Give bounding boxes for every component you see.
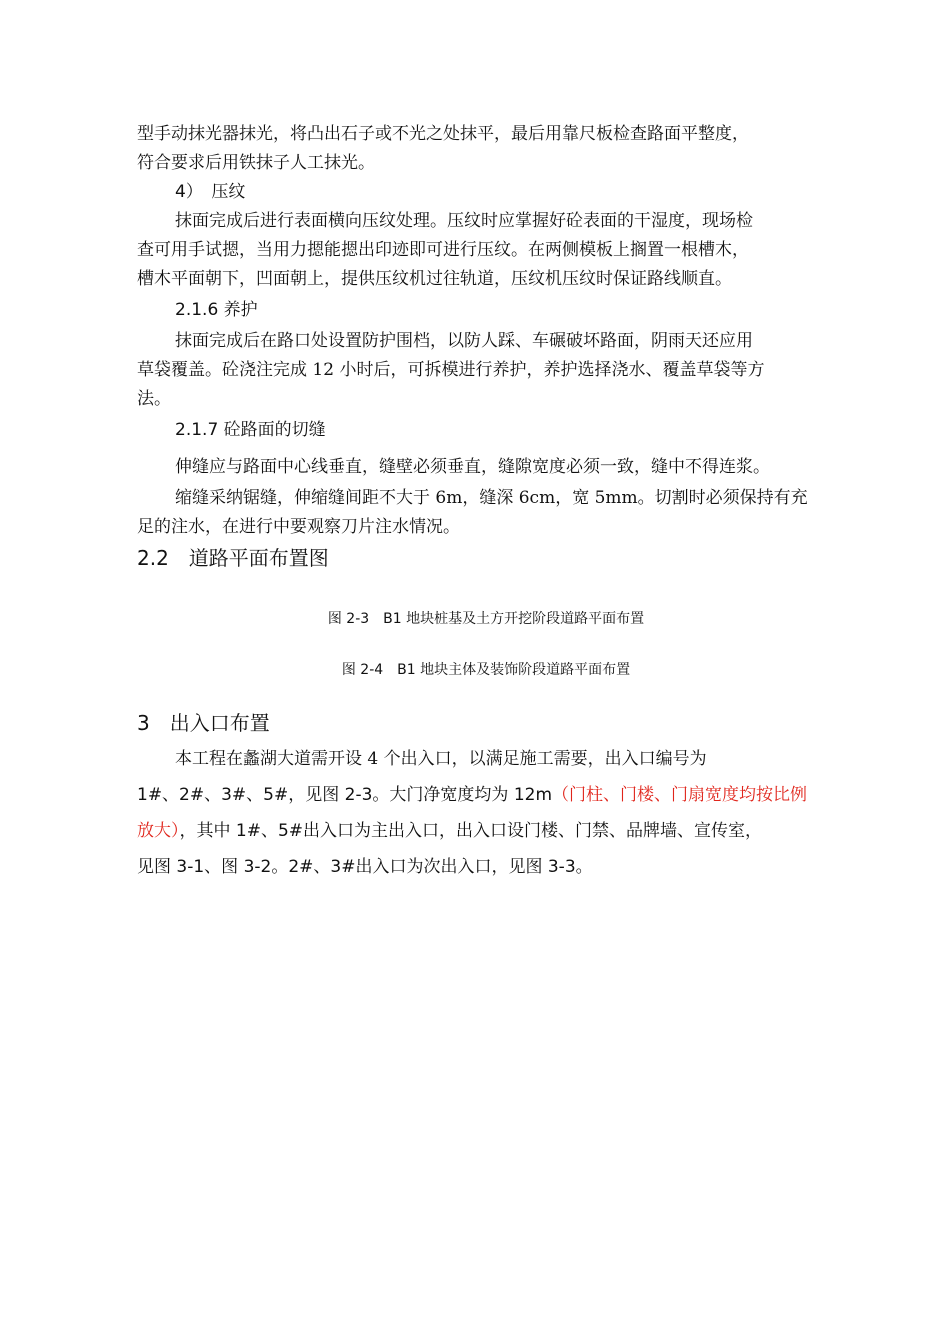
- paragraph-line: 法。: [137, 389, 171, 409]
- list-item-4: 4） 压纹: [175, 182, 246, 202]
- paragraph-line: 足的注水，在进行中要观察刀片注水情况。: [137, 517, 460, 537]
- text-run: ，其中 1#、5#出入口为主出入口，出入口设门楼、门禁、品牌墙、宣传室，: [179, 821, 763, 841]
- paragraph-line: [137, 817, 837, 846]
- figure-caption-2-4: 图 2-4 B1 地块主体及装饰阶段道路平面布置: [341, 662, 631, 678]
- paragraph-line: 缩缝采纳锯缝，伸缩缝间距不大于 6m，缝深 6cm，宽 5mm。切割时必须保持有充: [175, 488, 808, 508]
- highlighted-text: 放大）: [137, 821, 180, 841]
- paragraph-line: 本工程在蠡湖大道需开设 4 个出入口，以满足施工需要，出入口编号为: [175, 749, 707, 769]
- paragraph-line: 型手动抹光器抹光，将凸出石子或不光之处抹平，最后用靠尺板检查路面平整度，: [137, 124, 749, 144]
- paragraph-line: 见图 3-1、图 3-2。2#、3#出入口为次出入口，见图 3-3。: [137, 857, 593, 877]
- paragraph-line: 查可用手试摁，当用力摁能摁出印迹即可进行压纹。在两侧模板上搁置一根槽木，: [137, 240, 749, 260]
- paragraph-line: 抹面完成后在路口处设置防护围档，以防人踩、车碾破坏路面，阴雨天还应用: [175, 331, 753, 351]
- section-heading-2-1-7: 2.1.7 砼路面的切缝: [175, 420, 326, 440]
- figure-caption-2-3: 图 2-3 B1 地块桩基及土方开挖阶段道路平面布置: [327, 611, 645, 627]
- heading-2-2: 2.2 道路平面布置图: [137, 546, 329, 570]
- text-run: 1#、2#、3#、5#，见图 2-3。大门净宽度均为 12m: [137, 785, 553, 805]
- section-heading-2-1-6: 2.1.6 养护: [175, 300, 258, 320]
- paragraph-line: [137, 781, 837, 810]
- paragraph-line: 草袋覆盖。砼浇注完成 12 小时后，可拆模进行养护，养护选择浇水、覆盖草袋等方: [137, 360, 765, 380]
- paragraph-line: 伸缝应与路面中心线垂直，缝壁必须垂直，缝隙宽度必须一致，缝中不得连浆。: [175, 457, 770, 477]
- paragraph-line: 符合要求后用铁抹子人工抹光。: [137, 153, 375, 173]
- paragraph-line: 抹面完成后进行表面横向压纹处理。压纹时应掌握好砼表面的干湿度，现场检: [175, 211, 753, 231]
- paragraph-line: 槽木平面朝下，凹面朝上，提供压纹机过往轨道，压纹机压纹时保证路线顺直。: [137, 269, 732, 289]
- heading-3: 3 出入口布置: [137, 711, 270, 735]
- highlighted-text: （门柱、门楼、门扇宽度均按比例: [552, 785, 808, 805]
